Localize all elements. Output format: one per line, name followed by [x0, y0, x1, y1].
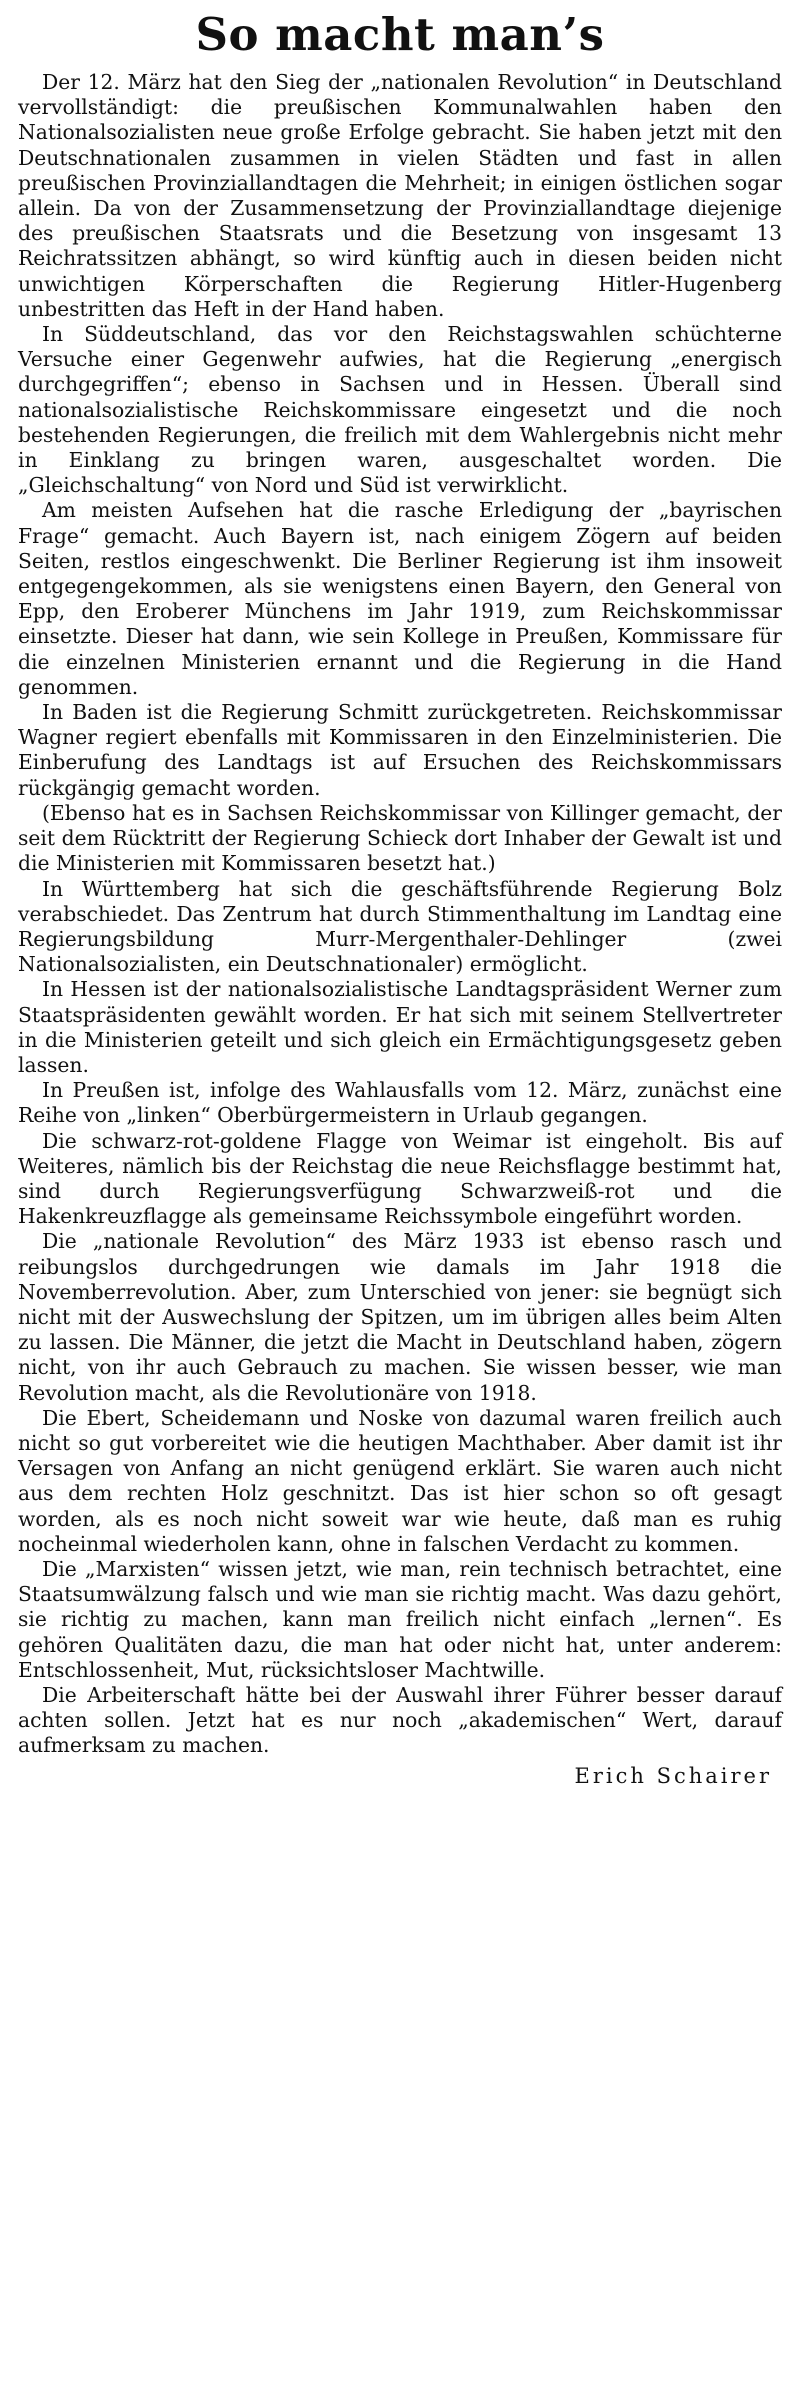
article-paragraph: In Württemberg hat sich die geschäftsführende Regierung Bolz verabschiedet. Das Zentrum hat durch Stimmenthaltung im Landtag eine Regierungsbildung Murr-Mergenthaler-Dehlinger (zwei Nationalsozialisten, ein Deutschnationaler) ermöglicht.	[18, 876, 782, 977]
article-paragraph: Die Ebert, Scheidemann und Noske von dazumal waren freilich auch nicht so gut vorbereitet wie die heutigen Machthaber. Aber damit ist ihr Versagen von Anfang an nicht genügend erklärt. Sie waren auch nicht aus dem rechten Holz geschnitzt. Das ist hier schon so oft gesagt worden, als es noch nicht soweit war wie heute, daß man es ruhig nocheinmal wiederholen kann, ohne in falschen Verdacht zu kommen.	[18, 1405, 782, 1556]
article-paragraph: Der 12. März hat den Sieg der „nationalen Revolution“ in Deutschland vervollständigt: die preußischen Kommunalwahlen haben den Nationalsozialisten neue große Erfolge gebracht. Sie haben jetzt mit den Deutschnationalen zusammen in vielen Städten und fast in allen preußischen Provinziallandtagen die Mehrheit; in einigen östlichen sogar allein. Da von der Zusammensetzung der Provinziallandtage diejenige des preußischen Staatsrats und die Besetzung von insgesamt 13 Reichratssitzen abhängt, so wird künftig auch in diesen beiden nicht unwichtigen Körperschaften die Regierung Hitler-Hugenberg unbestritten das Heft in der Hand haben.	[18, 70, 782, 321]
article-paragraph: Die „Marxisten“ wissen jetzt, wie man, rein technisch betrachtet, eine Staatsumwälzung falsch und wie man sie richtig macht. Was dazu gehört, sie richtig zu machen, kann man freilich nicht einfach „lernen“. Es gehören Qualitäten dazu, die man hat oder nicht hat, unter anderem: Entschlossenheit, Mut, rücksichtsloser Machtwille.	[18, 1556, 782, 1682]
article-paragraph: In Süddeutschland, das vor den Reichstagswahlen schüchterne Versuche einer Gegenwehr aufwies, hat die Regierung „energisch durchgegriffen“; ebenso in Sachsen und in Hessen. Überall sind nationalsozialistische Reichskommissare eingesetzt und die noch bestehenden Regierungen, die freilich mit dem Wahlergebnis nicht mehr in Einklang zu bringen waren, ausgeschaltet worden. Die „Gleichschaltung“ von Nord und Süd ist verwirklicht.	[18, 322, 782, 498]
article-paragraph: (Ebenso hat es in Sachsen Reichskommissar von Killinger gemacht, der seit dem Rücktritt der Regierung Schieck dort Inhaber der Gewalt ist und die Ministerien mit Kommissaren besetzt hat.)	[18, 800, 782, 876]
article-title: So macht man’s	[195, 8, 605, 61]
article-paragraph: Am meisten Aufsehen hat die rasche Erledigung der „bayrischen Frage“ gemacht. Auch Bayern ist, nach einigem Zögern auf beiden Seiten, restlos eingeschwenkt. Die Berliner Regierung ist ihm insoweit entgegengekommen, als sie wenigstens einen Bayern, den General von Epp, den Eroberer Münchens im Jahr 1919, zum Reichskommissar einsetzte. Dieser hat dann, wie sein Kollege in Preußen, Kommissare für die einzelnen Ministerien ernannt und die Regierung in die Hand genommen.	[18, 498, 782, 699]
author-signature: Erich Schairer	[574, 1763, 772, 1788]
article-paragraph: Die Arbeiterschaft hätte bei der Auswahl ihrer Führer besser darauf achten sollen. Jetzt hat es nur noch „akademischen“ Wert, darauf aufmerksam zu machen.	[18, 1683, 782, 1758]
article-paragraph: In Baden ist die Regierung Schmitt zurückgetreten. Reichskommissar Wagner regiert ebenfalls mit Kommissaren in den Einzelministerien. Die Einberufung des Landtags ist auf Ersuchen des Reichskommissars rückgängig gemacht worden.	[18, 700, 782, 800]
article-paragraph: Die „nationale Revolution“ des März 1933 ist ebenso rasch und reibungslos durchgedrungen wie damals im Jahr 1918 die Novemberrevolution. Aber, zum Unterschied von jener: sie begnügt sich nicht mit der Auswechslung der Spitzen, um im übrigen alles beim Alten zu lassen. Die Männer, die jetzt die Macht in Deutschland haben, zögern nicht, von ihr auch Gebrauch zu machen. Sie wissen besser, wie man Revolution macht, als die Revolutionäre von 1918.	[18, 1229, 782, 1405]
article-body	[18, 70, 782, 1759]
article-paragraph: Die schwarz-rot-goldene Flagge von Weimar ist eingeholt. Bis auf Weiteres, nämlich bis der Reichstag die neue Reichsflagge bestimmt hat, sind durch Regierungsverfügung Schwarzweiß-rot und die Hakenkreuzflagge als gemeinsame Reichssymbole eingeführt worden.	[18, 1128, 782, 1229]
article-paragraph: In Hessen ist der nationalsozialistische Landtagspräsident Werner zum Staatspräsidenten gewählt worden. Er hat sich mit seinem Stellvertreter in die Ministerien geteilt und sich gleich ein Ermächtigungsgesetz geben lassen.	[18, 977, 782, 1077]
article-paragraph: In Preußen ist, infolge des Wahlausfalls vom 12. März, zunächst eine Reihe von „linken“ Oberbürgermeistern in Urlaub gegangen.	[18, 1078, 782, 1128]
